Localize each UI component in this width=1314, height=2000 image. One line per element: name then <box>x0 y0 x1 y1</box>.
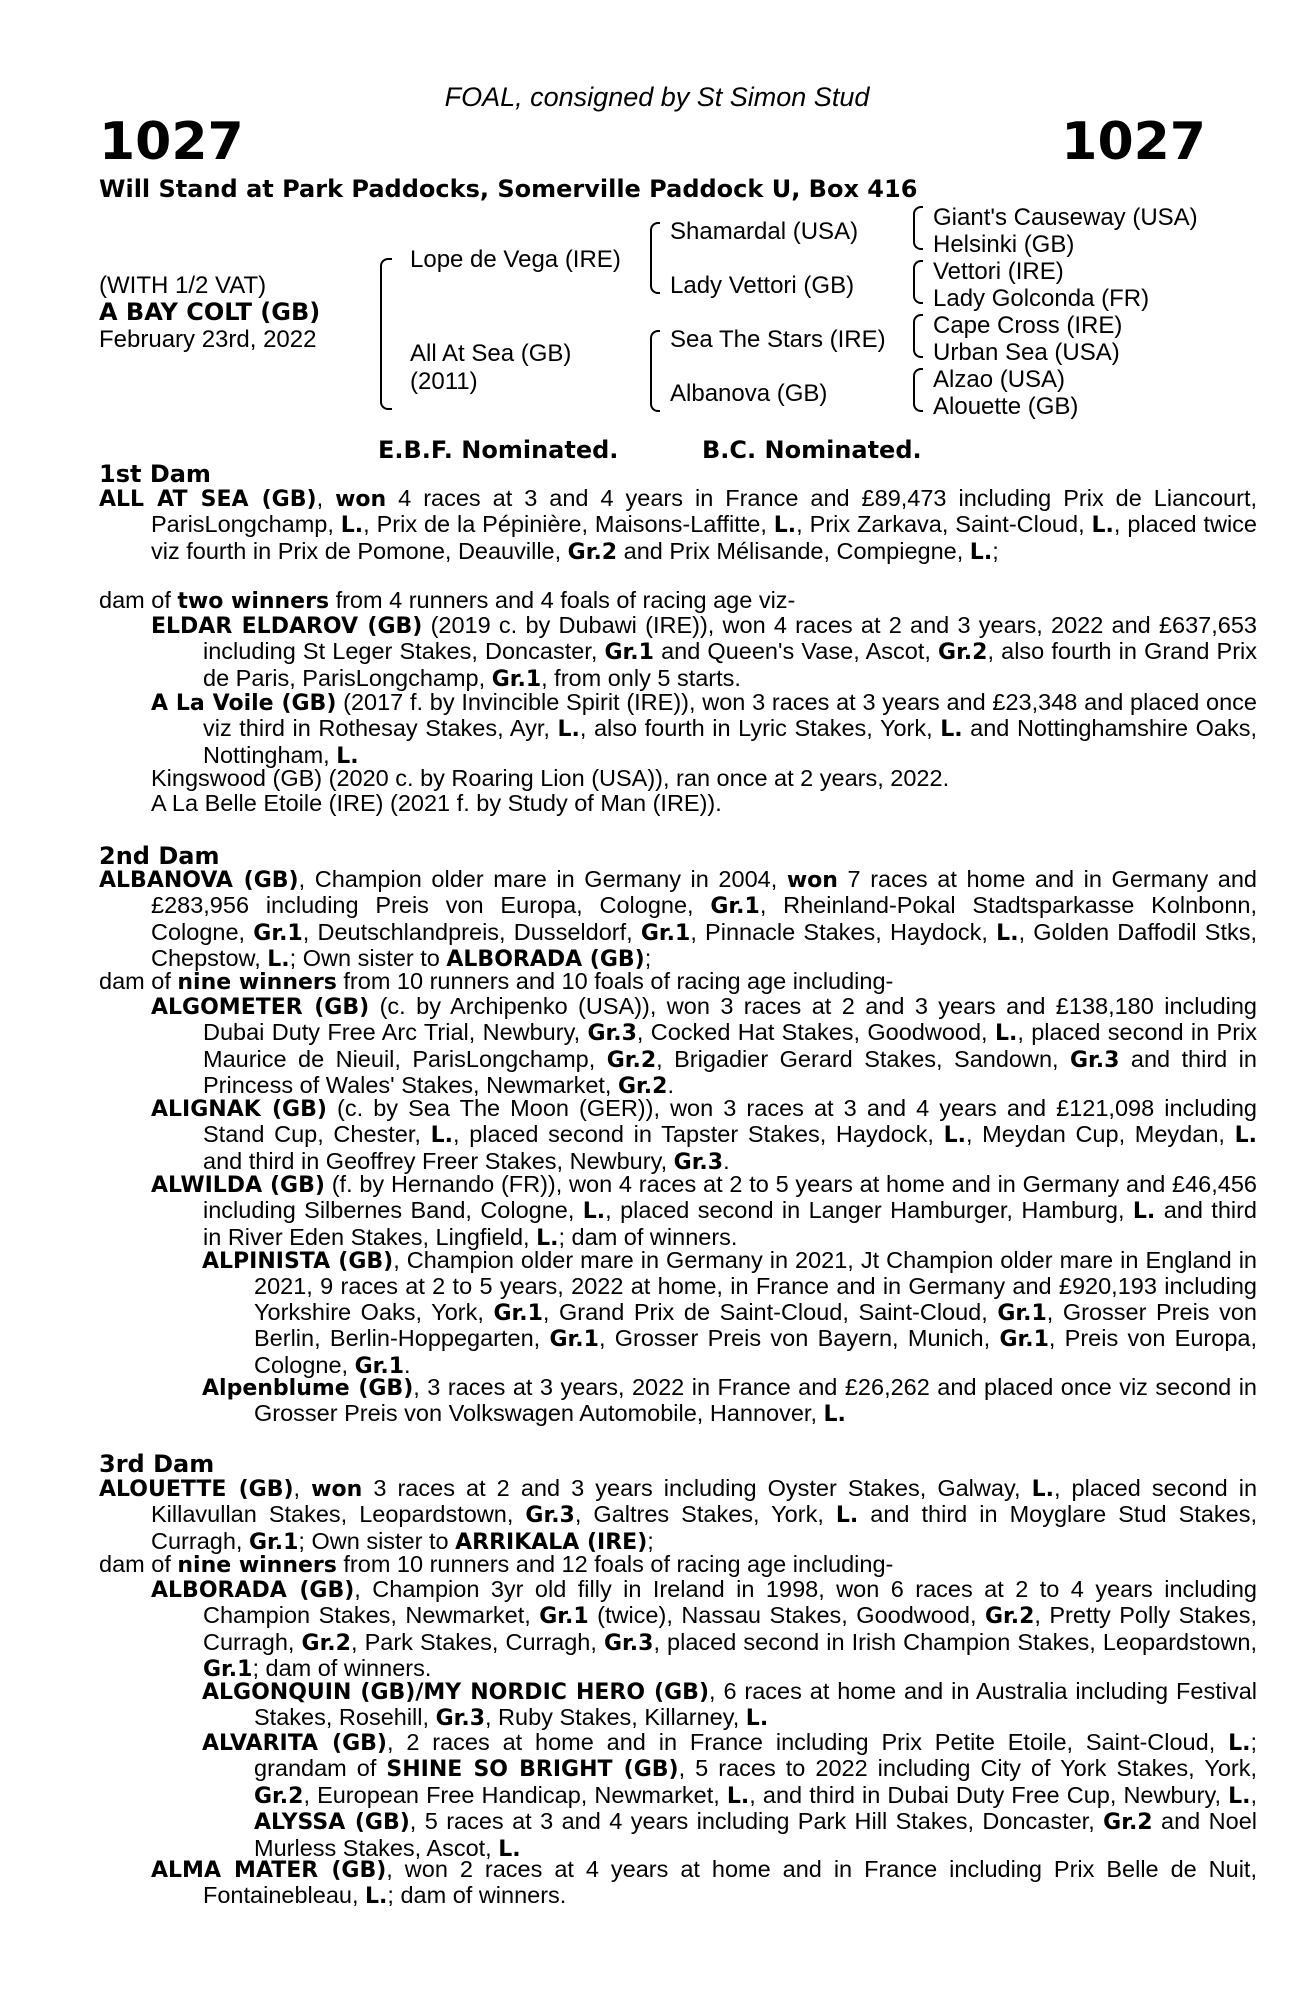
ebf-nominated: E.B.F. Nominated. <box>378 436 619 464</box>
brace-dam-parents <box>650 330 660 412</box>
bold-run: L. <box>745 1706 769 1732</box>
text-run: A La Belle Etoile (IRE) (2021 f. by Study of Man (IRE)). <box>151 790 722 816</box>
bold-run: Gr.2 <box>1103 1810 1153 1836</box>
dam2-main <box>99 867 1257 973</box>
text-run: , Grand Prix de Saint-Cloud, Saint-Cloud, <box>542 1298 998 1325</box>
bold-run: L. <box>430 1123 453 1149</box>
bold-run: L. <box>996 920 1019 946</box>
bold-run: L. <box>969 539 993 565</box>
text-run: , Galtres Stakes, York, <box>574 1501 836 1528</box>
dam-dam: Albanova (GB) <box>670 380 828 407</box>
text-run: , Pretty Polly Stakes, Curragh, <box>203 1602 1257 1655</box>
text-run: , 5 races at 3 and 4 years including Park Hill Stakes, Doncaster, <box>409 1808 1104 1835</box>
bold-run: Alpenblume (GB) <box>202 1376 414 1401</box>
grandparent-1: Giant's Causeway (USA) <box>933 204 1198 231</box>
text-run: ; <box>647 1527 654 1554</box>
dam1-main <box>99 486 1257 565</box>
bc-nominated: B.C. Nominated. <box>702 436 922 464</box>
bold-run: nine winners <box>177 1553 337 1578</box>
sire-dam: Lady Vettori (GB) <box>670 272 855 299</box>
text-run: , 3 races at 3 years, 2022 in France and £26,262 and placed once viz second in Grosser Preis von Volkswagen Automobile, Hannover, <box>254 1374 1257 1427</box>
stand-location: Will Stand at Park Paddocks, Somerville Paddock U, Box 416 <box>99 175 918 203</box>
text-run: , 6 races at home and in Australia including Festival Stakes, Rosehill, <box>254 1678 1257 1731</box>
bold-run: L. <box>267 947 290 973</box>
brace-g4 <box>913 368 923 412</box>
text-run: , Prix de la Pépinière, Maisons-Laffitte, <box>363 511 774 538</box>
dam: All At Sea (GB) <box>410 340 572 367</box>
bold-run: ALYSSA (GB) <box>254 1810 410 1836</box>
bold-run: Gr.3 <box>673 1149 724 1175</box>
text-run: . <box>404 1351 411 1378</box>
text-run: , placed twice viz fourth in Prix de Pomone, Deauville, <box>151 511 1257 564</box>
grandparent-2: Helsinki (GB) <box>933 231 1075 258</box>
dam3-grandfoal-alvarita <box>202 1730 1257 1862</box>
lot-number-right: 1027 <box>1061 112 1206 172</box>
dam1-foal-kingswood <box>151 766 1205 791</box>
bold-run: ALPINISTA (GB) <box>202 1249 394 1274</box>
section-1st-dam: 1st Dam <box>99 460 211 488</box>
bold-run: SHINE SO BRIGHT (GB) <box>386 1757 679 1783</box>
text-run: , 2 races at home and in France including Prix Petite Etoile, Saint-Cloud, <box>386 1729 1229 1755</box>
bold-run: Gr.1 <box>248 1529 299 1555</box>
text-run: ; Own sister to <box>298 1527 456 1554</box>
bold-run: L. <box>1091 513 1114 539</box>
dam1-produce-summary <box>99 588 1205 614</box>
text-run: (2019 c. by Dubawi (IRE)), won 4 races at 2 and 3 years, 2022 and £637,653 including St Leger Stakes, Doncaster, <box>203 612 1257 665</box>
text-run: , Champion 3yr old filly in Ireland in 1998, won 6 races at 2 to 4 years including Champion Stakes, Newmarket, <box>203 1576 1257 1629</box>
text-run: (f. by Hernando (FR)), won 4 races at 2 to 5 years at home and in Germany and £46,456 including Silbernes Band, Cologne, <box>203 1171 1257 1224</box>
bold-run: ALBORADA (GB) <box>151 1578 355 1603</box>
bold-run: Gr.2 <box>984 1604 1035 1630</box>
dam3-foal-alma-mater <box>151 1857 1257 1910</box>
brace-g3 <box>913 314 923 358</box>
bold-run: ALOUETTE (GB) <box>99 1477 294 1502</box>
dam1-foal-a-la-voile <box>151 690 1257 769</box>
text-run: , Golden Daffodil Stks, Chepstow, <box>151 918 1257 972</box>
grandparent-5: Cape Cross (IRE) <box>933 312 1123 339</box>
bold-run: Gr.1 <box>710 894 760 920</box>
bold-run: L. <box>726 1783 750 1809</box>
bold-run: L. <box>498 1836 521 1862</box>
text-run: from 10 runners and 10 foals of racing age including- <box>336 968 894 994</box>
text-run: ; grandam of <box>254 1729 1258 1782</box>
sire: Lope de Vega (IRE) <box>410 246 621 273</box>
text-run: , Rheinland-Pokal Stadtsparkasse Kolnbonn, Cologne, <box>151 892 1257 945</box>
bold-run: ELDAR ELDAROV (GB) <box>151 614 423 639</box>
section-2nd-dam: 2nd Dam <box>99 842 220 870</box>
text-run: 3 races at 2 and 3 years including Oyster Stakes, Galway, <box>362 1475 1032 1501</box>
bold-run: ARRIKALA (IRE) <box>455 1529 648 1555</box>
text-run: ; dam of winners. <box>558 1223 738 1250</box>
dam3-main <box>99 1476 1257 1555</box>
bold-run: ALL AT SEA (GB) <box>99 487 317 512</box>
bold-run: L. <box>1031 1477 1054 1502</box>
horse-name: A BAY COLT (GB) <box>99 298 321 326</box>
section-3rd-dam: 3rd Dam <box>99 1450 215 1478</box>
dam2-grandfoal-alpinista <box>202 1248 1257 1379</box>
brace-sire-parents <box>650 222 660 294</box>
dam3-produce-summary <box>99 1552 1205 1578</box>
dam2-foal-alignak <box>151 1096 1257 1175</box>
bold-run: nine winners <box>177 970 337 995</box>
text-run: ; <box>992 537 999 564</box>
text-run: , Ruby Stakes, Killarney, <box>485 1704 746 1731</box>
bold-run: Gr.2 <box>618 1074 668 1100</box>
bold-run: L. <box>1228 1783 1251 1809</box>
bold-run: ALGOMETER (GB) <box>151 995 370 1020</box>
bold-run: A La Voile (GB) <box>151 691 337 716</box>
bold-run: Gr.1 <box>999 1327 1049 1353</box>
bold-run: Gr.2 <box>938 640 988 666</box>
dam1-foal-eldar-eldarov <box>151 613 1257 692</box>
text-run: (c. by Sea The Moon (GER)), won 3 races at 3 and 4 years and £121,098 including Stand Cup, Chester, <box>203 1095 1257 1148</box>
bold-run: L. <box>823 1402 846 1428</box>
text-run: 4 races at 3 and 4 years in France and £89,473 including Prix de Liancourt, ParisLongchamp, <box>151 485 1257 538</box>
text-run: dam of <box>99 587 178 613</box>
bold-run: Gr.1 <box>539 1604 589 1630</box>
bold-run: Gr.1 <box>640 920 691 946</box>
bold-run: Gr.1 <box>354 1353 405 1379</box>
bold-run: Gr.2 <box>567 539 618 565</box>
bold-run: Gr.2 <box>254 1783 304 1809</box>
bold-run: Gr.1 <box>203 1657 253 1683</box>
vat-note: (WITH 1/2 VAT) <box>99 272 267 299</box>
bold-run: Gr.3 <box>587 1021 637 1047</box>
bold-run: two winners <box>177 589 330 614</box>
text-run: , from only 5 starts. <box>541 664 741 691</box>
bold-run: Gr.3 <box>1069 1047 1120 1073</box>
grandparent-3: Vettori (IRE) <box>933 258 1064 285</box>
grandparent-8: Alouette (GB) <box>933 393 1079 420</box>
text-run: , Cocked Hat Stakes, Goodwood, <box>636 1019 995 1046</box>
dam3-foal-alborada <box>151 1577 1257 1683</box>
text-run: , won 2 races at 4 years at home and in France including Prix Belle de Nuit, Fontainebleau, <box>203 1856 1257 1909</box>
text-run: , placed second in Irish Champion Stakes, Leopardstown, <box>653 1628 1257 1655</box>
text-run: and third in Princess of Wales' Stakes, Newmarket, <box>203 1045 1257 1099</box>
bold-run: Gr.2 <box>301 1630 351 1656</box>
text-run: and third in River Eden Stakes, Lingfield, <box>203 1197 1258 1250</box>
dam2-foal-alwilda <box>151 1172 1257 1251</box>
text-run: . <box>667 1072 674 1099</box>
dam2-produce-summary <box>99 969 1205 995</box>
sire-sire: Shamardal (USA) <box>670 218 859 245</box>
dam-year: (2011) <box>410 368 478 395</box>
text-run: and Nottinghamshire Oaks, Nottingham, <box>203 715 1257 768</box>
bold-run: ALVARITA (GB) <box>202 1731 387 1756</box>
bold-run: ALGONQUIN (GB)/MY NORDIC HERO (GB) <box>202 1680 709 1705</box>
text-run: dam of <box>99 968 178 994</box>
text-run: , Champion older mare in Germany in 2021, Jt Champion older mare in England in 2021, 9 races at 2 to 5 years, 2022 at home, in France and in Germany and £920,193 including Yorkshire Oaks, York, <box>254 1247 1258 1325</box>
text-run: ; dam of winners. <box>387 1882 567 1909</box>
text-run: , placed second in Killavullan Stakes, Leopardstown, <box>151 1475 1258 1528</box>
bold-run: L. <box>1132 1199 1156 1225</box>
text-run: , European Free Handicap, Newmarket, <box>303 1781 727 1808</box>
text-run: and Noel Murless Stakes, Ascot, <box>254 1808 1257 1861</box>
text-run: , and third in Dubai Duty Free Cup, Newbury, <box>749 1781 1229 1808</box>
text-run: , Grosser Preis von Bayern, Munich, <box>598 1325 1000 1352</box>
text-run: , Deutschlandpreis, Dusseldorf, <box>302 918 641 945</box>
foaling-date: February 23rd, 2022 <box>99 326 317 353</box>
bold-run: L. <box>1234 1123 1257 1149</box>
bold-run: Gr.3 <box>525 1503 575 1529</box>
text-run: . <box>723 1147 730 1174</box>
text-run: Kingswood (GB) (2020 c. by Roaring Lion (USA)), ran once at 2 years, 2022. <box>151 765 950 791</box>
dam-sire: Sea The Stars (IRE) <box>670 326 886 353</box>
dam2-grandfoal-alpenblume <box>202 1375 1257 1428</box>
bold-run: won <box>335 487 387 512</box>
dam1-foal-a-la-belle-etoile <box>151 791 1205 816</box>
grandparent-4: Lady Golconda (FR) <box>933 285 1150 312</box>
text-run: , Brigadier Gerard Stakes, Sandown, <box>656 1045 1070 1072</box>
bold-run: L. <box>340 513 364 539</box>
bold-run: won <box>786 868 838 893</box>
text-run: , <box>316 485 336 511</box>
text-run: , Grosser Preis von Berlin, Berlin-Hoppegarten, <box>254 1298 1257 1352</box>
bold-run: ALMA MATER (GB) <box>151 1858 387 1883</box>
bold-run: Gr.1 <box>493 1300 543 1326</box>
bold-run: ALBANOVA (GB) <box>99 868 299 893</box>
bold-run: L. <box>773 513 797 539</box>
text-run: , also fourth in Grand Prix de Paris, ParisLongchamp, <box>203 638 1257 691</box>
bold-run: L. <box>943 1123 966 1149</box>
brace-sire-dam <box>380 258 392 410</box>
bold-run: won <box>311 1477 363 1502</box>
bold-run: L. <box>365 1884 388 1910</box>
text-run: , Park Stakes, Curragh, <box>350 1628 604 1655</box>
bold-run: Gr.2 <box>606 1047 657 1073</box>
text-run: dam of <box>99 1551 178 1577</box>
text-run: and third in Moyglare Stud Stakes, Curragh, <box>151 1501 1257 1554</box>
bold-run: Gr.1 <box>997 1300 1047 1326</box>
text-run: , placed second in Tapster Stakes, Haydock, <box>453 1121 944 1148</box>
text-run: , Champion older mare in Germany in 2004, <box>298 866 787 892</box>
text-run: and Prix Mélisande, Compiegne, <box>617 537 970 564</box>
text-run: , placed second in Langer Hamburger, Hamburg, <box>605 1197 1133 1224</box>
text-run: (twice), Nassau Stakes, Goodwood, <box>588 1602 985 1629</box>
text-run: ; <box>644 945 652 972</box>
bold-run: L. <box>582 1199 606 1225</box>
bold-run: Gr.1 <box>491 666 542 692</box>
bold-run: Gr.3 <box>604 1630 654 1656</box>
bold-run: ALWILDA (GB) <box>151 1173 325 1198</box>
bold-run: L. <box>835 1503 859 1529</box>
text-run: from 4 runners and 4 foals of racing age viz- <box>329 587 796 613</box>
text-run: , Pinnacle Stakes, Haydock, <box>690 918 997 945</box>
text-run: , <box>1250 1781 1257 1808</box>
text-run: , <box>293 1475 312 1501</box>
text-run: and third in Geoffrey Freer Stakes, Newbury, <box>203 1147 674 1174</box>
bold-run: L. <box>336 743 359 769</box>
bold-run: L. <box>557 717 580 743</box>
text-run: 7 races at home and in Germany and £283,956 including Preis von Europa, Cologne, <box>151 866 1257 919</box>
bold-run: L. <box>536 1225 559 1251</box>
bold-run: ALIGNAK (GB) <box>151 1097 327 1122</box>
text-run: , Meydan Cup, Meydan, <box>965 1121 1235 1148</box>
text-run: , Prix Zarkava, Saint-Cloud, <box>796 511 1092 538</box>
bold-run: L. <box>940 717 963 743</box>
bold-run: Gr.1 <box>604 640 654 666</box>
text-run: (2017 f. by Invincible Spirit (IRE)), won 3 races at 3 years and £23,348 and placed once viz third in Rothesay Stakes, Ayr, <box>203 689 1257 742</box>
text-run: (c. by Archipenko (USA)), won 3 races at 2 and 3 years and £138,180 including Dubai Duty Free Arc Trial, Newbury, <box>203 993 1258 1046</box>
dam3-grandfoal-algonquin <box>202 1679 1257 1732</box>
text-run: and Queen's Vase, Ascot, <box>653 638 939 665</box>
text-run: , placed second in Prix Maurice de Nieuil, ParisLongchamp, <box>203 1019 1257 1072</box>
lot-number-left: 1027 <box>99 112 244 172</box>
text-run: , also fourth in Lyric Stakes, York, <box>579 715 941 742</box>
bold-run: Gr.1 <box>549 1327 599 1353</box>
text-run: ; Own sister to <box>289 945 447 972</box>
brace-g2 <box>913 260 923 304</box>
grandparent-7: Alzao (USA) <box>933 366 1066 393</box>
bold-run: Gr.1 <box>253 920 303 946</box>
text-run: , 5 races to 2022 including City of York Stakes, York, <box>678 1755 1258 1782</box>
bold-run: L. <box>1228 1731 1251 1756</box>
text-run: from 10 runners and 12 foals of racing age including- <box>336 1551 894 1577</box>
dam2-foal-algometer <box>151 994 1257 1100</box>
brace-g1 <box>913 206 923 250</box>
bold-run: Gr.3 <box>435 1706 485 1732</box>
consignor-line: FOAL, consigned by St Simon Stud <box>444 82 870 112</box>
grandparent-6: Urban Sea (USA) <box>933 339 1120 366</box>
bold-run: ALBORADA (GB) <box>446 947 645 973</box>
text-run: ; dam of winners. <box>252 1655 432 1682</box>
bold-run: L. <box>994 1021 1018 1047</box>
text-run: , Preis von Europa, Cologne, <box>254 1325 1257 1378</box>
